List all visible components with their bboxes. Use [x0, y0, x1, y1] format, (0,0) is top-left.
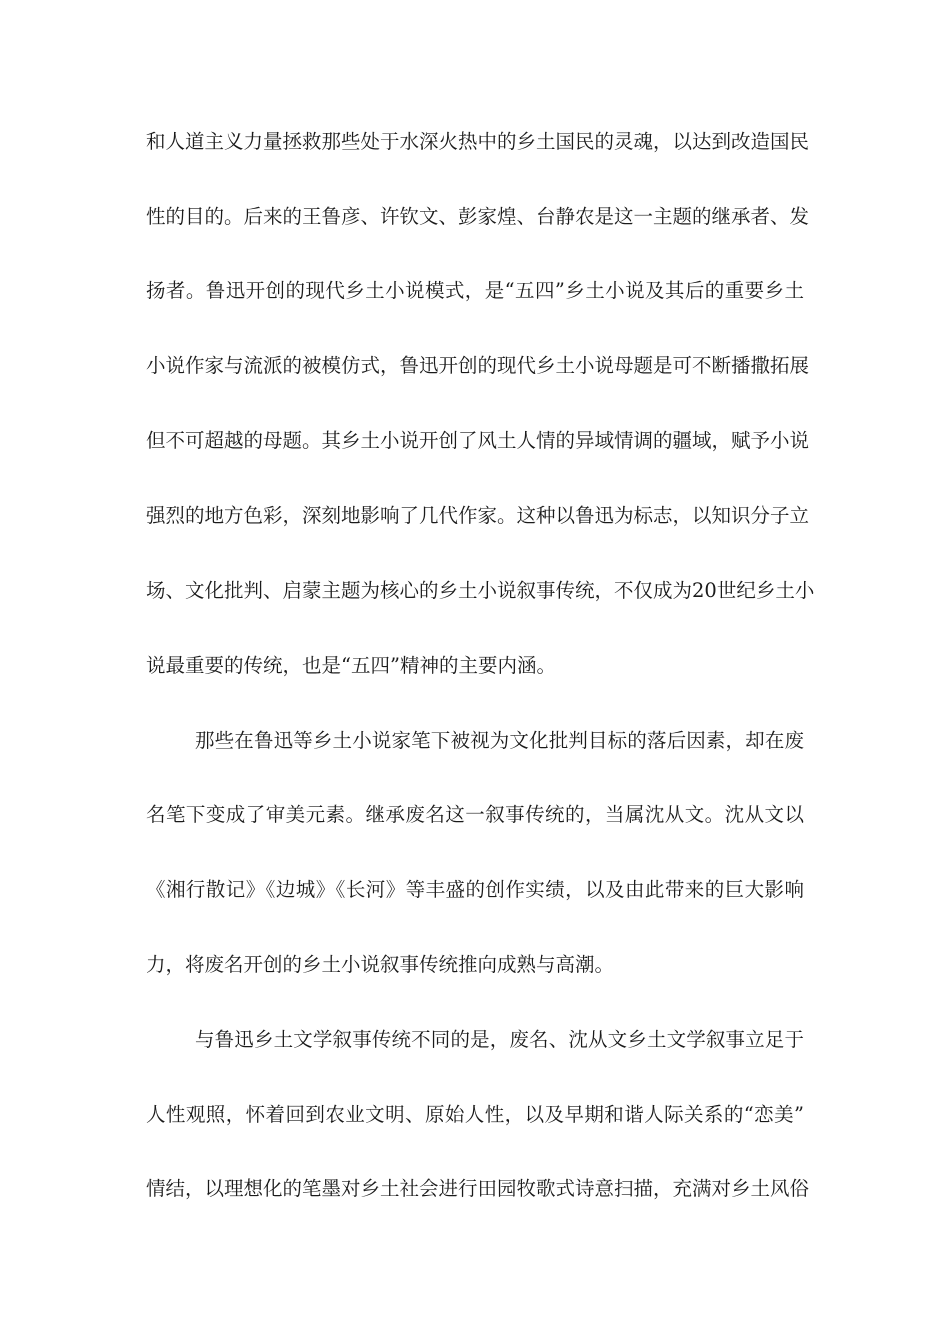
text-line: 《湘行散记》《边城》《长河》等丰盛的创作实绩，以及由此带来的巨大影响: [146, 878, 804, 901]
text-line: 情结，以理想化的笔墨对乡土社会进行田园牧歌式诗意扫描，充满对乡土风俗: [146, 1177, 810, 1200]
text-line: 小说作家与流派的被模仿式，鲁迅开创的现代乡土小说母题是可不断播撒拓展: [146, 354, 810, 377]
text-line: 场、文化批判、启蒙主题为核心的乡土小说叙事传统，不仅成为20世纪乡土小: [146, 579, 815, 602]
text-line: 但不可超越的母题。其乡土小说开创了风土人情的异域情调的疆域，赋予小说: [146, 429, 810, 452]
text-line: 人性观照，怀着回到农业文明、原始人性，以及早期和谐人际关系的“恋美”: [146, 1103, 804, 1126]
text-line: 扬者。鲁迅开创的现代乡土小说模式，是“五四”乡土小说及其后的重要乡土: [146, 279, 804, 302]
text-line: 和人道主义力量拯救那些处于水深火热中的乡土国民的灵魂，以达到改造国民: [146, 130, 810, 153]
text-line: 性的目的。后来的王鲁彦、许钦文、彭家煌、台静农是这一主题的继承者、发: [146, 205, 810, 228]
text-line: 与鲁迅乡土文学叙事传统不同的是，废名、沈从文乡土文学叙事立足于: [195, 1028, 804, 1051]
text-line: 说最重要的传统，也是“五四”精神的主要内涵。: [146, 654, 556, 677]
text-line: 力，将废名开创的乡土小说叙事传统推向成熟与高潮。: [146, 953, 615, 976]
text-line: 强烈的地方色彩，深刻地影响了几代作家。这种以鲁迅为标志，以知识分子立: [146, 504, 810, 527]
text-line: 名笔下变成了审美元素。继承废名这一叙事传统的，当属沈从文。沈从文以: [146, 803, 804, 826]
text-line: 那些在鲁迅等乡土小说家笔下被视为文化批判目标的落后因素，却在废: [195, 729, 804, 752]
